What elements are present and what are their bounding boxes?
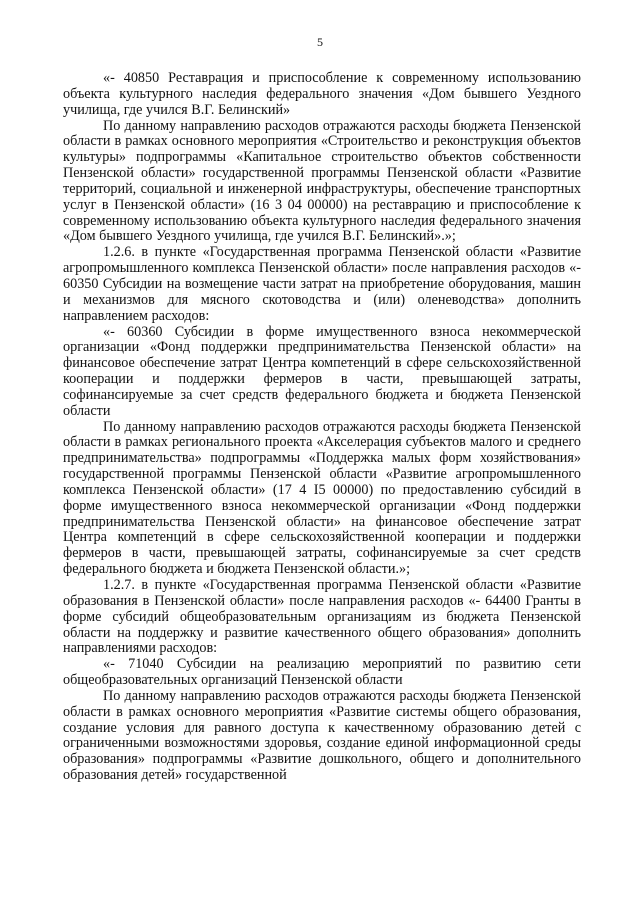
paragraph-item-1-2-6: 1.2.6. в пункте «Государственная программа Пензенской области «Развитие агропромышленного комплекса Пензенской области» после направления расходов «- 60350 Субсидии на возмещение части затрат на приобретение оборудования, машин и механизмов для мясного скотоводства и (или) оленеводства» дополнить направлением расходов: <box>63 244 581 324</box>
paragraph-subsidy-71040: «- 71040 Субсидии на реализацию мероприятий по развитию сети общеобразовательных организаций Пензенской области <box>63 656 581 689</box>
paragraph-subsidy-60360: «- 60360 Субсидии в форме имущественного взноса некоммерческой организации «Фонд поддержки предпринимательства Пензенской области» на финансовое обеспечение затрат Центра компетенций в сфере сельскохозяйственной кооперации и поддержки фермеров в части, превышающей затраты, софинансируемые за счет средств федерального бюджета и бюджета Пензенской области <box>63 323 581 419</box>
paragraph-subsidy-71040-description: По данному направлению расходов отражаются расходы бюджета Пензенской области в рамках основного мероприятия «Развитие системы общего образования, создание условия для равного доступа к качественному образованию детей с ограниченными возможностями здоровья, создание единой информационной среды образования» подпрограммы «Развитие дошкольного, общего и дополнительного образования детей» государственной <box>63 687 581 784</box>
paragraph-subsidy-60360-description: По данному направлению расходов отражаются расходы бюджета Пензенской области в рамках регионального проекта «Акселерация субъектов малого и среднего предпринимательства» подпрограммы «Поддержка малых форм хозяйствования» государственной программы Пензенской области «Развитие агропромышленного комплекса Пензенской области» (17 4 I5 00000) по предоставлению субсидий в форме имущественного взноса некоммерческой организации «Фонд поддержки предпринимательства Пензенской области» на финансовое обеспечение затрат Центра компетенций в сфере сельскохозяйственной кооперации и поддержки фермеров в части, превышающей затраты, софинансируемые за счет средств федерального бюджета и бюджета Пензенской области.»; <box>63 418 581 578</box>
paragraph-restoration-code: «- 40850 Реставрация и приспособление к современному использованию объекта культурного наследия федерального значения «Дом бывшего Уездного училища, где учился В.Г. Белинский» <box>63 70 581 118</box>
paragraph-item-1-2-7: 1.2.7. в пункте «Государственная программа Пензенской области «Развитие образования в Пензенской области» после направления расходов «- 64400 Гранты в форме субсидий общеобразовательным организациям из бюджета Пензенской области на поддержку и развитие качественного общего образования» дополнить направлениями расходов: <box>63 577 581 657</box>
paragraph-restoration-description: По данному направлению расходов отражаются расходы бюджета Пензенской области в рамках основного мероприятия «Строительство и реконструкция объектов культуры» подпрограммы «Капитальное строительство объектов собственности Пензенской области» государственной программы Пензенской области «Развитие территорий, социальной и инженерной инфраструктуры, обеспечение транспортных услуг в Пензенской области» (16 3 04 00000) на реставрацию и приспособление к современному использованию объекта культурного наследия федерального значения «Дом бывшего Уездного училища, где учился В.Г. Белинский».»; <box>63 117 581 245</box>
page-number: 5 <box>317 35 323 49</box>
document-body <box>63 71 581 784</box>
